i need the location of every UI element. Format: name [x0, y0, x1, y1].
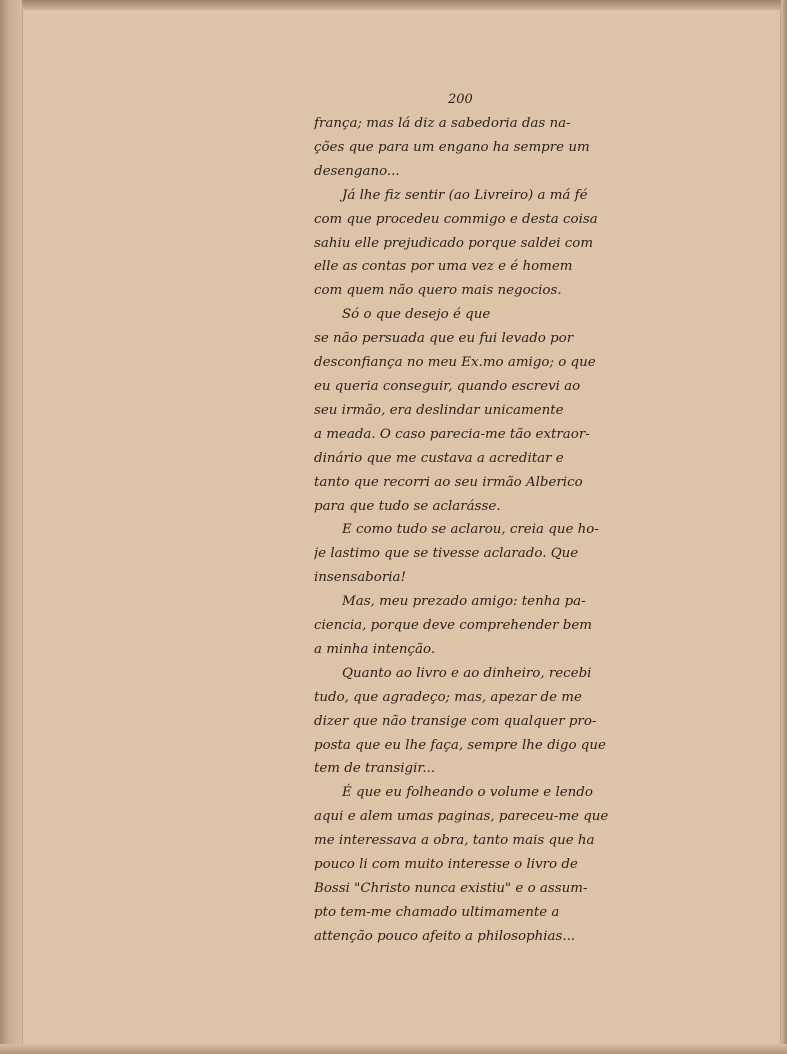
- text-line: ciencia, porque deve comprehender bem: [314, 618, 592, 634]
- scan-border-right: [781, 0, 787, 1054]
- text-line: aqui e alem umas paginas, pareceu-me que: [314, 809, 609, 825]
- text-line: dizer que não transige com qualquer pro-: [314, 713, 597, 729]
- page-number: 200: [448, 92, 473, 107]
- text-line: frança; mas lá diz a sabedoria das na-: [314, 116, 571, 131]
- handwritten-letter-body: [314, 112, 696, 949]
- text-line: para que tudo se aclarásse.: [314, 498, 501, 514]
- text-line: eu queria conseguir, quando escrevi ao: [314, 378, 581, 394]
- text-line: dinário que me custava a acreditar e: [314, 450, 564, 466]
- text-line: Quanto ao livro e ao dinheiro, recebi: [342, 665, 592, 681]
- text-line: se não persuada que eu fui levado por: [314, 331, 574, 347]
- text-line: a meada. O caso parecia-me tão extraor-: [314, 426, 590, 442]
- scan-border-left: [0, 0, 22, 1054]
- text-line: insensaboria!: [314, 570, 406, 586]
- text-line: a minha intenção.: [314, 641, 436, 657]
- text-line: tem de transigir...: [314, 761, 436, 777]
- text-line: sahiu elle prejudicado porque saldei com: [314, 235, 594, 251]
- text-line: Mas, meu prezado amigo: tenha pa-: [342, 594, 586, 610]
- text-line: attenção pouco afeito a philosophias...: [314, 928, 576, 944]
- text-line: tudo, que agradeço; mas, apezar de me: [314, 689, 582, 705]
- text-line: ções que para um engano ha sempre um: [314, 139, 590, 155]
- text-line: com que procedeu commigo e desta coisa: [314, 211, 598, 227]
- text-line: Só o que desejo é que: [342, 307, 491, 323]
- text-line: je lastimo que se tivesse aclarado. Que: [314, 546, 579, 562]
- text-line: E como tudo se aclarou, creia que ho-: [342, 522, 599, 538]
- text-line: pouco li com muito interesse o livro de: [314, 857, 578, 873]
- text-line: Já lhe fiz sentir (ao Livreiro) a má fé: [342, 187, 588, 203]
- text-line: Bossi "Christo nunca existiu" e o assum-: [314, 881, 588, 896]
- text-line: com quem não quero mais negocios.: [314, 283, 562, 299]
- text-line: pto tem-me chamado ultimamente a: [314, 904, 560, 920]
- scan-border-top: [0, 0, 787, 10]
- text-line: me interessava a obra, tanto mais que ha: [314, 833, 595, 849]
- text-line: posta que eu lhe faça, sempre lhe digo que: [314, 737, 606, 753]
- scan-border-bottom: [0, 1044, 787, 1054]
- text-line: elle as contas por uma vez e é homem: [314, 259, 573, 275]
- text-line: desengano...: [314, 163, 400, 179]
- text-line: seu irmão, era deslindar unicamente: [314, 402, 564, 418]
- text-line: É que eu folheando o volume e lendo: [342, 785, 593, 801]
- text-line: tanto que recorri ao seu irmão Alberico: [314, 474, 583, 490]
- page-edge-left: [22, 10, 23, 1044]
- text-line: desconfiança no meu Ex.mo amigo; o que: [314, 355, 596, 371]
- page-edge-right: [780, 10, 781, 1044]
